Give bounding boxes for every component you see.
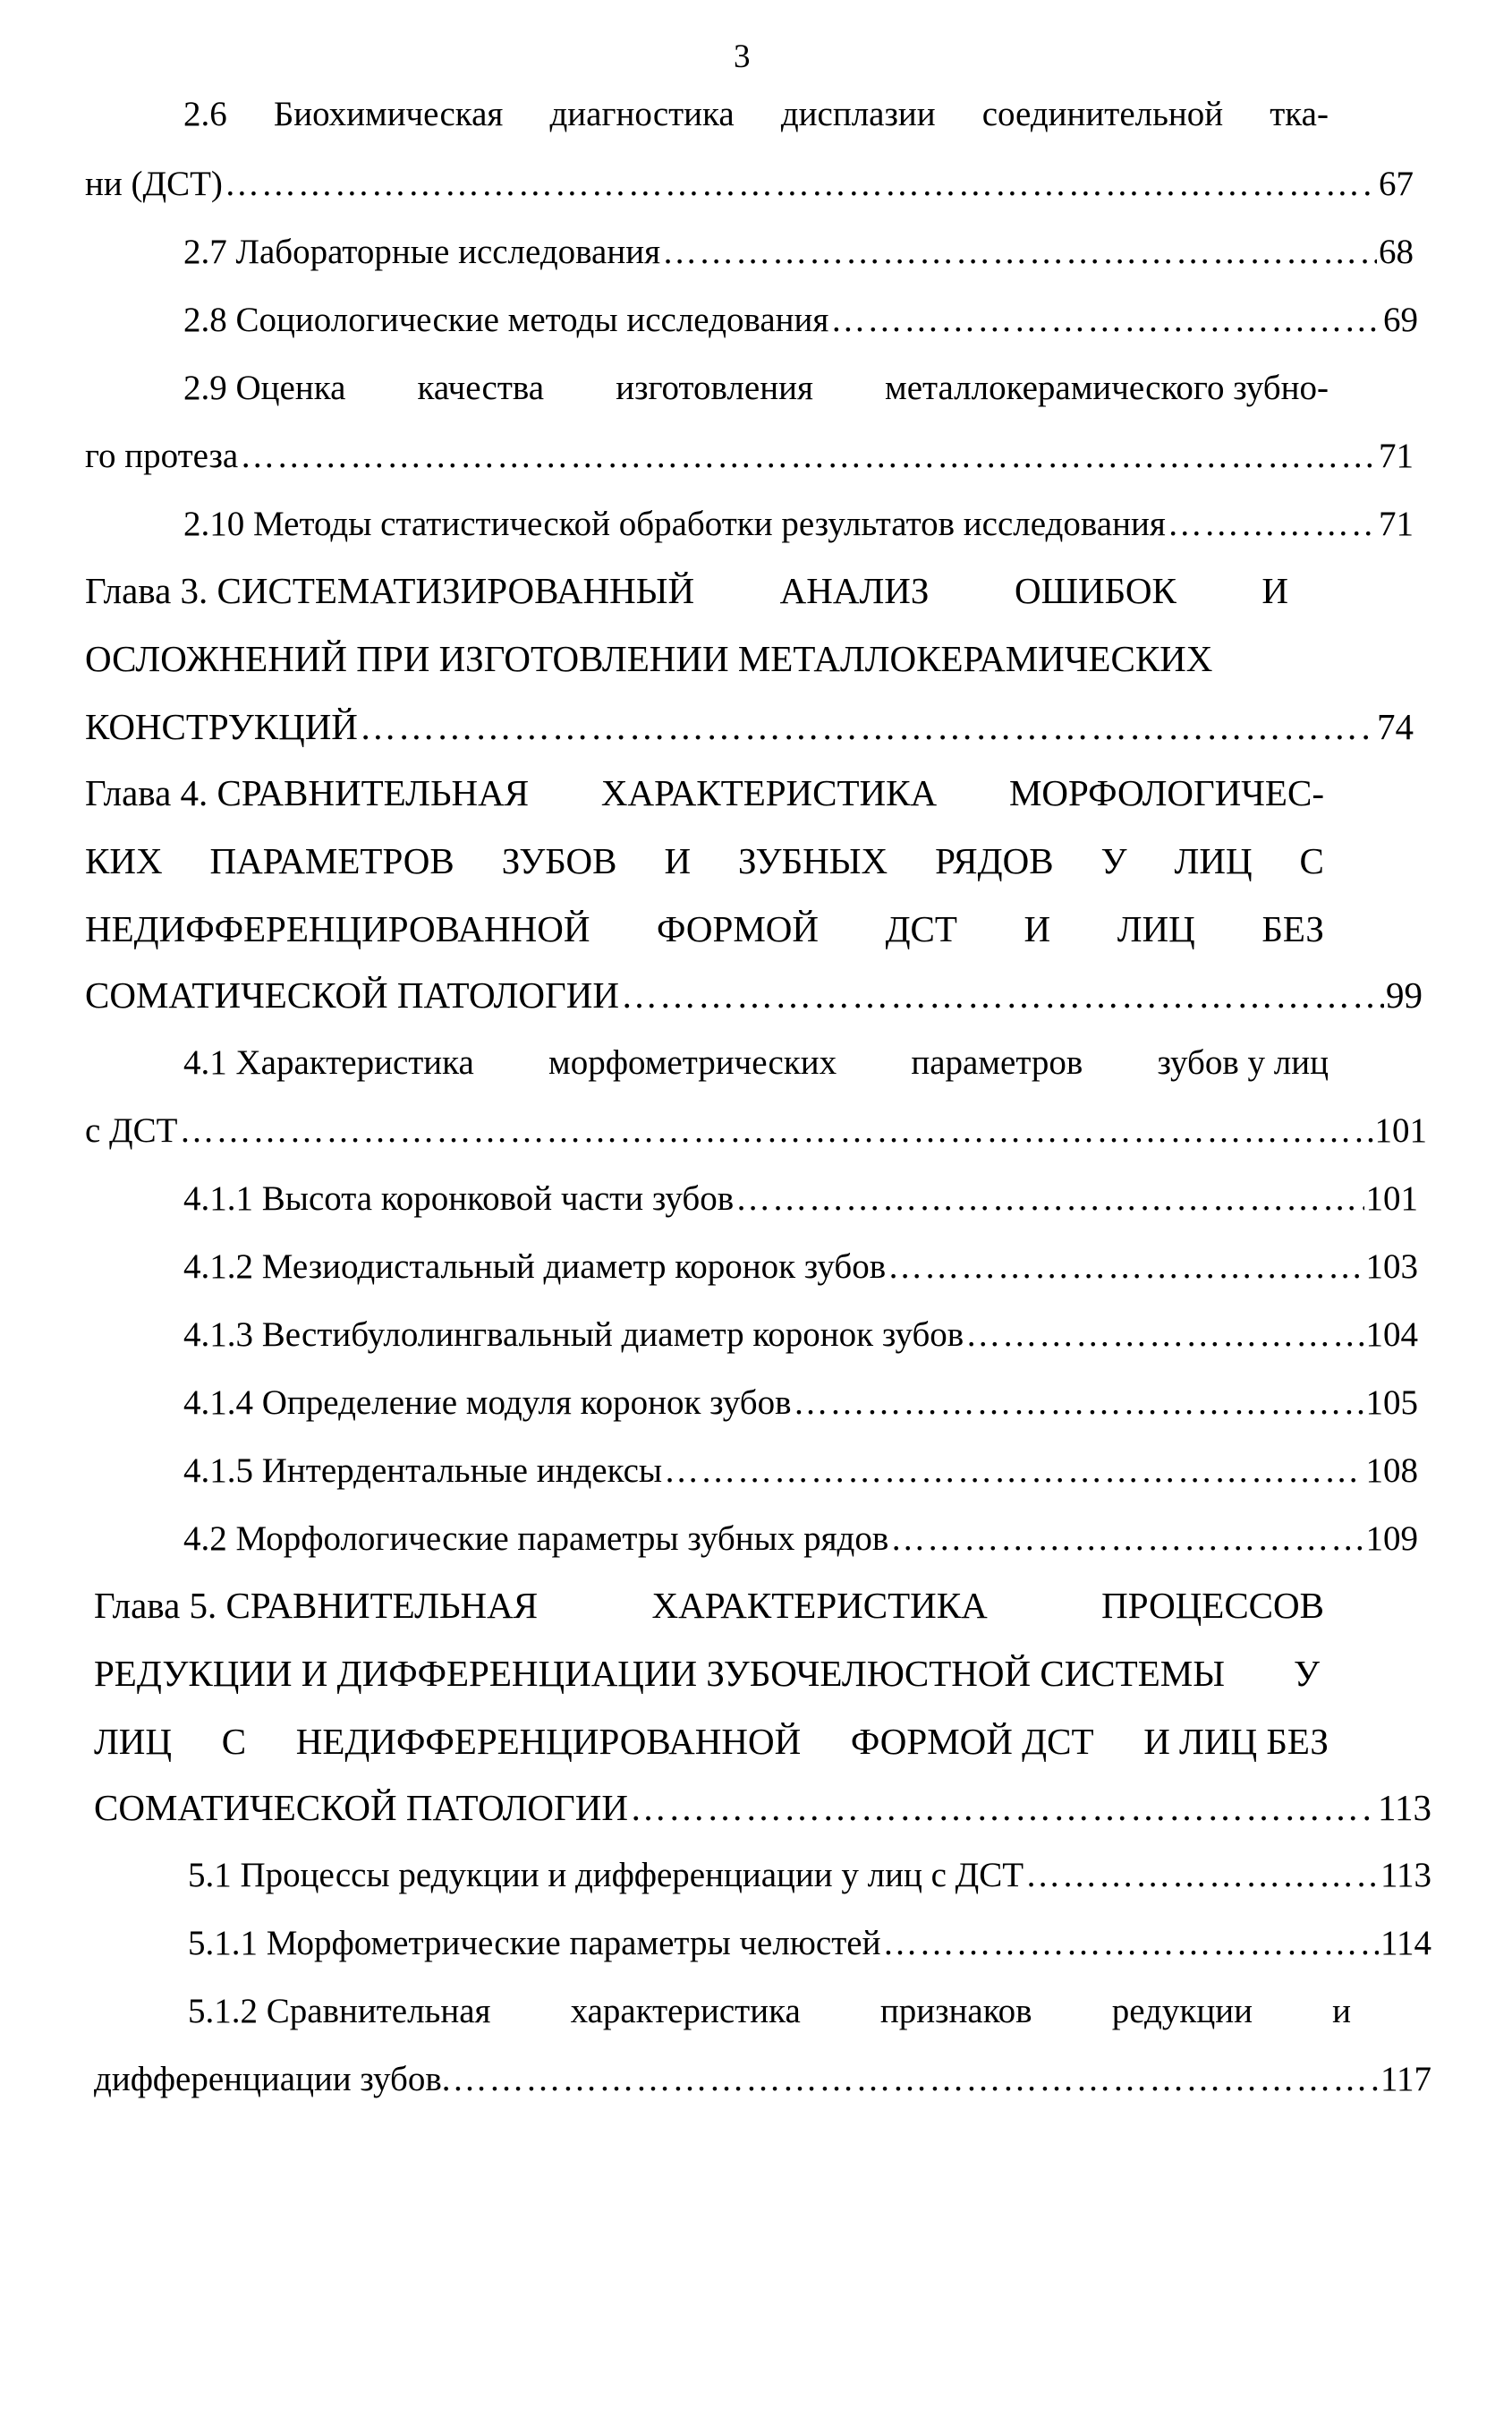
word: соединительной: [981, 95, 1224, 133]
word: ЛИЦ: [94, 1721, 173, 1762]
entry-page: 101: [1365, 1179, 1418, 1218]
toc-entry-2-7[interactable]: [183, 234, 1414, 269]
word: НЕДИФФЕРЕНЦИРОВАННОЙ: [295, 1721, 802, 1762]
leader-dots: [453, 2062, 1379, 2097]
word: У: [1100, 840, 1127, 881]
toc-chapter-4-line3: [85, 908, 1324, 949]
entry-title: 2.10 Методы статистической обработки результатов исследования: [183, 505, 1166, 543]
word: 4.1 Характеристика: [183, 1043, 474, 1082]
entry-page: 99: [1386, 974, 1423, 1016]
word: ХАРАКТЕРИСТИКА: [651, 1585, 988, 1626]
entry-title: 5.1 Процессы редукции и дифференциации у лиц с ДСТ: [188, 1856, 1024, 1894]
word: ФОРМОЙ ДСТ: [850, 1721, 1094, 1762]
word: МОРФОЛОГИЧЕС-: [1008, 772, 1324, 813]
word: диагностика: [549, 95, 735, 133]
entry-title: 4.1.3 Вестибулолингвальный диаметр коронок зубов: [183, 1315, 964, 1354]
word: и: [1332, 1992, 1351, 2030]
entry-page: 103: [1365, 1247, 1418, 1286]
toc-line-2-6-part1: [183, 97, 1329, 132]
word: И: [1261, 570, 1288, 611]
word: редукции: [1111, 1992, 1253, 2030]
word: 5.1.2 Сравнительная: [188, 1992, 491, 2030]
entry-title: 4.1.1 Высота коронковой части зубов: [183, 1179, 735, 1218]
entry-title: 4.1.2 Мезиодистальный диаметр коронок зубов: [183, 1247, 887, 1286]
leader-dots: [360, 709, 1375, 745]
word: РЯДОВ: [935, 840, 1054, 881]
entry-page: 113: [1378, 1787, 1431, 1828]
toc-entry-2-9[interactable]: [85, 438, 1414, 473]
word: ЗУБОВ: [501, 840, 617, 881]
leader-dots: [830, 302, 1381, 337]
toc-line-2-9-part1: [183, 370, 1329, 405]
toc-entry-4-1[interactable]: [85, 1113, 1427, 1148]
word: НЕДИФФЕРЕНЦИРОВАННОЙ: [85, 908, 590, 949]
entry-page: 68: [1379, 233, 1414, 271]
entry-title: 4.1.4 Определение модуля коронок зубов: [183, 1383, 792, 1422]
entry-title: 2.8 Социологические методы исследования: [183, 301, 829, 339]
toc-entry-5-1-1[interactable]: [188, 1926, 1431, 1961]
word: КИХ: [85, 840, 163, 881]
word: изготовления: [616, 369, 813, 407]
entry-title: 4.1.5 Интердентальные индексы: [183, 1451, 663, 1490]
toc-entry-2-10[interactable]: [183, 506, 1414, 541]
toc-entry-5-1-2[interactable]: [94, 2062, 1431, 2097]
word: ФОРМОЙ: [657, 908, 820, 949]
leader-dots: [630, 1790, 1376, 1826]
leader-dots: [965, 1317, 1363, 1352]
word: качества: [417, 369, 545, 407]
word: зубов у лиц: [1157, 1043, 1329, 1082]
leader-dots: [888, 1249, 1363, 1284]
leader-dots: [662, 234, 1377, 269]
toc-entry-4-1-1[interactable]: [183, 1181, 1418, 1216]
entry-title: ни (ДСТ): [85, 165, 223, 203]
toc-entry-4-1-4[interactable]: [183, 1385, 1418, 1420]
entry-page: 69: [1383, 301, 1418, 339]
word: Глава 4. СРАВНИТЕЛЬНАЯ: [85, 772, 530, 813]
word: У: [1293, 1653, 1320, 1694]
leader-dots: [1025, 1858, 1379, 1893]
word: морфометрических: [548, 1043, 837, 1082]
toc-chapter-5-line1: [94, 1587, 1324, 1624]
entry-page: 108: [1365, 1451, 1418, 1490]
toc-entry-5-1[interactable]: [188, 1858, 1431, 1893]
leader-dots: [882, 1926, 1378, 1961]
toc-chapter-4-line2: [85, 840, 1324, 881]
entry-page: 105: [1365, 1383, 1418, 1422]
word: параметров: [911, 1043, 1083, 1082]
toc-chapter-5-line3: [94, 1723, 1329, 1760]
word: Биохимическая: [273, 95, 504, 133]
entry-title: 5.1.1 Морфометрические параметры челюстей: [188, 1924, 881, 1962]
entry-title: СОМАТИЧЕСКОЙ ПАТОЛОГИИ: [94, 1787, 628, 1828]
toc-entry-chapter-5[interactable]: [94, 1787, 1431, 1828]
toc-chapter-3-line1: [85, 570, 1288, 611]
toc-entry-chapter-3[interactable]: [85, 706, 1414, 747]
entry-page: 117: [1380, 2060, 1431, 2098]
leader-dots: [1168, 506, 1377, 541]
word: АНАЛИЗ: [779, 570, 930, 611]
leader-dots: [225, 166, 1377, 201]
word: ПАРАМЕТРОВ: [209, 840, 454, 881]
word: ХАРАКТЕРИСТИКА: [600, 772, 938, 813]
entry-title: с ДСТ: [85, 1111, 178, 1150]
word: ЛИЦ: [1174, 840, 1253, 881]
entry-page: 101: [1374, 1111, 1427, 1150]
leader-dots: [890, 1521, 1363, 1556]
word: БЕЗ: [1261, 908, 1324, 949]
toc-entry-4-1-2[interactable]: [183, 1249, 1418, 1284]
word: металлокерамического зубно-: [885, 369, 1329, 407]
entry-title: СОМАТИЧЕСКОЙ ПАТОЛОГИИ: [85, 974, 619, 1016]
toc-entry-4-1-5[interactable]: [183, 1453, 1418, 1488]
word: характеристика: [570, 1992, 801, 2030]
entry-page: 109: [1365, 1519, 1418, 1558]
word: ДСТ: [885, 908, 957, 949]
word: ЛИЦ: [1117, 908, 1195, 949]
entry-page: 114: [1380, 1924, 1431, 1962]
leader-dots: [794, 1385, 1364, 1420]
word: 2.9 Оценка: [183, 369, 346, 407]
toc-entry-4-1-3[interactable]: [183, 1317, 1418, 1352]
leader-dots: [240, 438, 1377, 473]
toc-line-4-1-part1: [183, 1045, 1329, 1080]
entry-title: дифференциации зубов.: [94, 2060, 451, 2098]
entry-page: 74: [1377, 706, 1414, 747]
word: 2.6: [183, 95, 227, 133]
toc-entry-2-8[interactable]: [183, 302, 1418, 337]
word: И ЛИЦ БЕЗ: [1143, 1721, 1329, 1762]
word: С: [221, 1721, 247, 1762]
entry-page: 67: [1379, 165, 1414, 203]
toc-entry-chapter-4[interactable]: [85, 974, 1423, 1016]
leader-dots: [180, 1113, 1373, 1148]
entry-title: КОНСТРУКЦИЙ: [85, 706, 358, 747]
word: дисплазии: [780, 95, 936, 133]
entry-title: го протеза: [85, 437, 239, 475]
leader-dots: [621, 977, 1384, 1014]
entry-page: 71: [1379, 437, 1414, 475]
entry-page: 71: [1379, 505, 1414, 543]
word: ОШИБОК: [1015, 570, 1176, 611]
word: И: [1024, 908, 1051, 949]
toc-line-5-1-2-part1: [188, 1994, 1351, 2029]
toc-entry-2-6[interactable]: [85, 166, 1414, 201]
toc-chapter-3-line2: ОСЛОЖНЕНИЙ ПРИ ИЗГОТОВЛЕНИИ МЕТАЛЛОКЕРАМИЧЕСКИХ: [85, 638, 1213, 679]
toc-chapter-4-line1: [85, 772, 1324, 813]
word: С: [1299, 840, 1324, 881]
entry-title: 2.7 Лабораторные исследования: [183, 233, 661, 271]
entry-title: 4.2 Морфологические параметры зубных рядов: [183, 1519, 889, 1558]
word: ПРОЦЕССОВ: [1101, 1585, 1324, 1626]
toc-entry-4-2[interactable]: [183, 1521, 1418, 1556]
word: ЗУБНЫХ: [738, 840, 888, 881]
entry-page: 104: [1365, 1315, 1418, 1354]
page-number: 3: [734, 38, 751, 75]
word: тка-: [1270, 95, 1329, 133]
toc-chapter-5-line2: [94, 1655, 1320, 1692]
leader-dots: [735, 1181, 1363, 1216]
word: И: [664, 840, 692, 881]
leader-dots: [664, 1453, 1363, 1488]
word: РЕДУКЦИИ И ДИФФЕРЕНЦИАЦИИ ЗУБОЧЕЛЮСТНОЙ СИСТЕМЫ: [94, 1653, 1225, 1694]
word: Глава 3. СИСТЕМАТИЗИРОВАННЫЙ: [85, 570, 695, 611]
entry-page: 113: [1380, 1856, 1431, 1894]
word: признаков: [879, 1992, 1032, 2030]
word: Глава 5. СРАВНИТЕЛЬНАЯ: [94, 1585, 539, 1626]
